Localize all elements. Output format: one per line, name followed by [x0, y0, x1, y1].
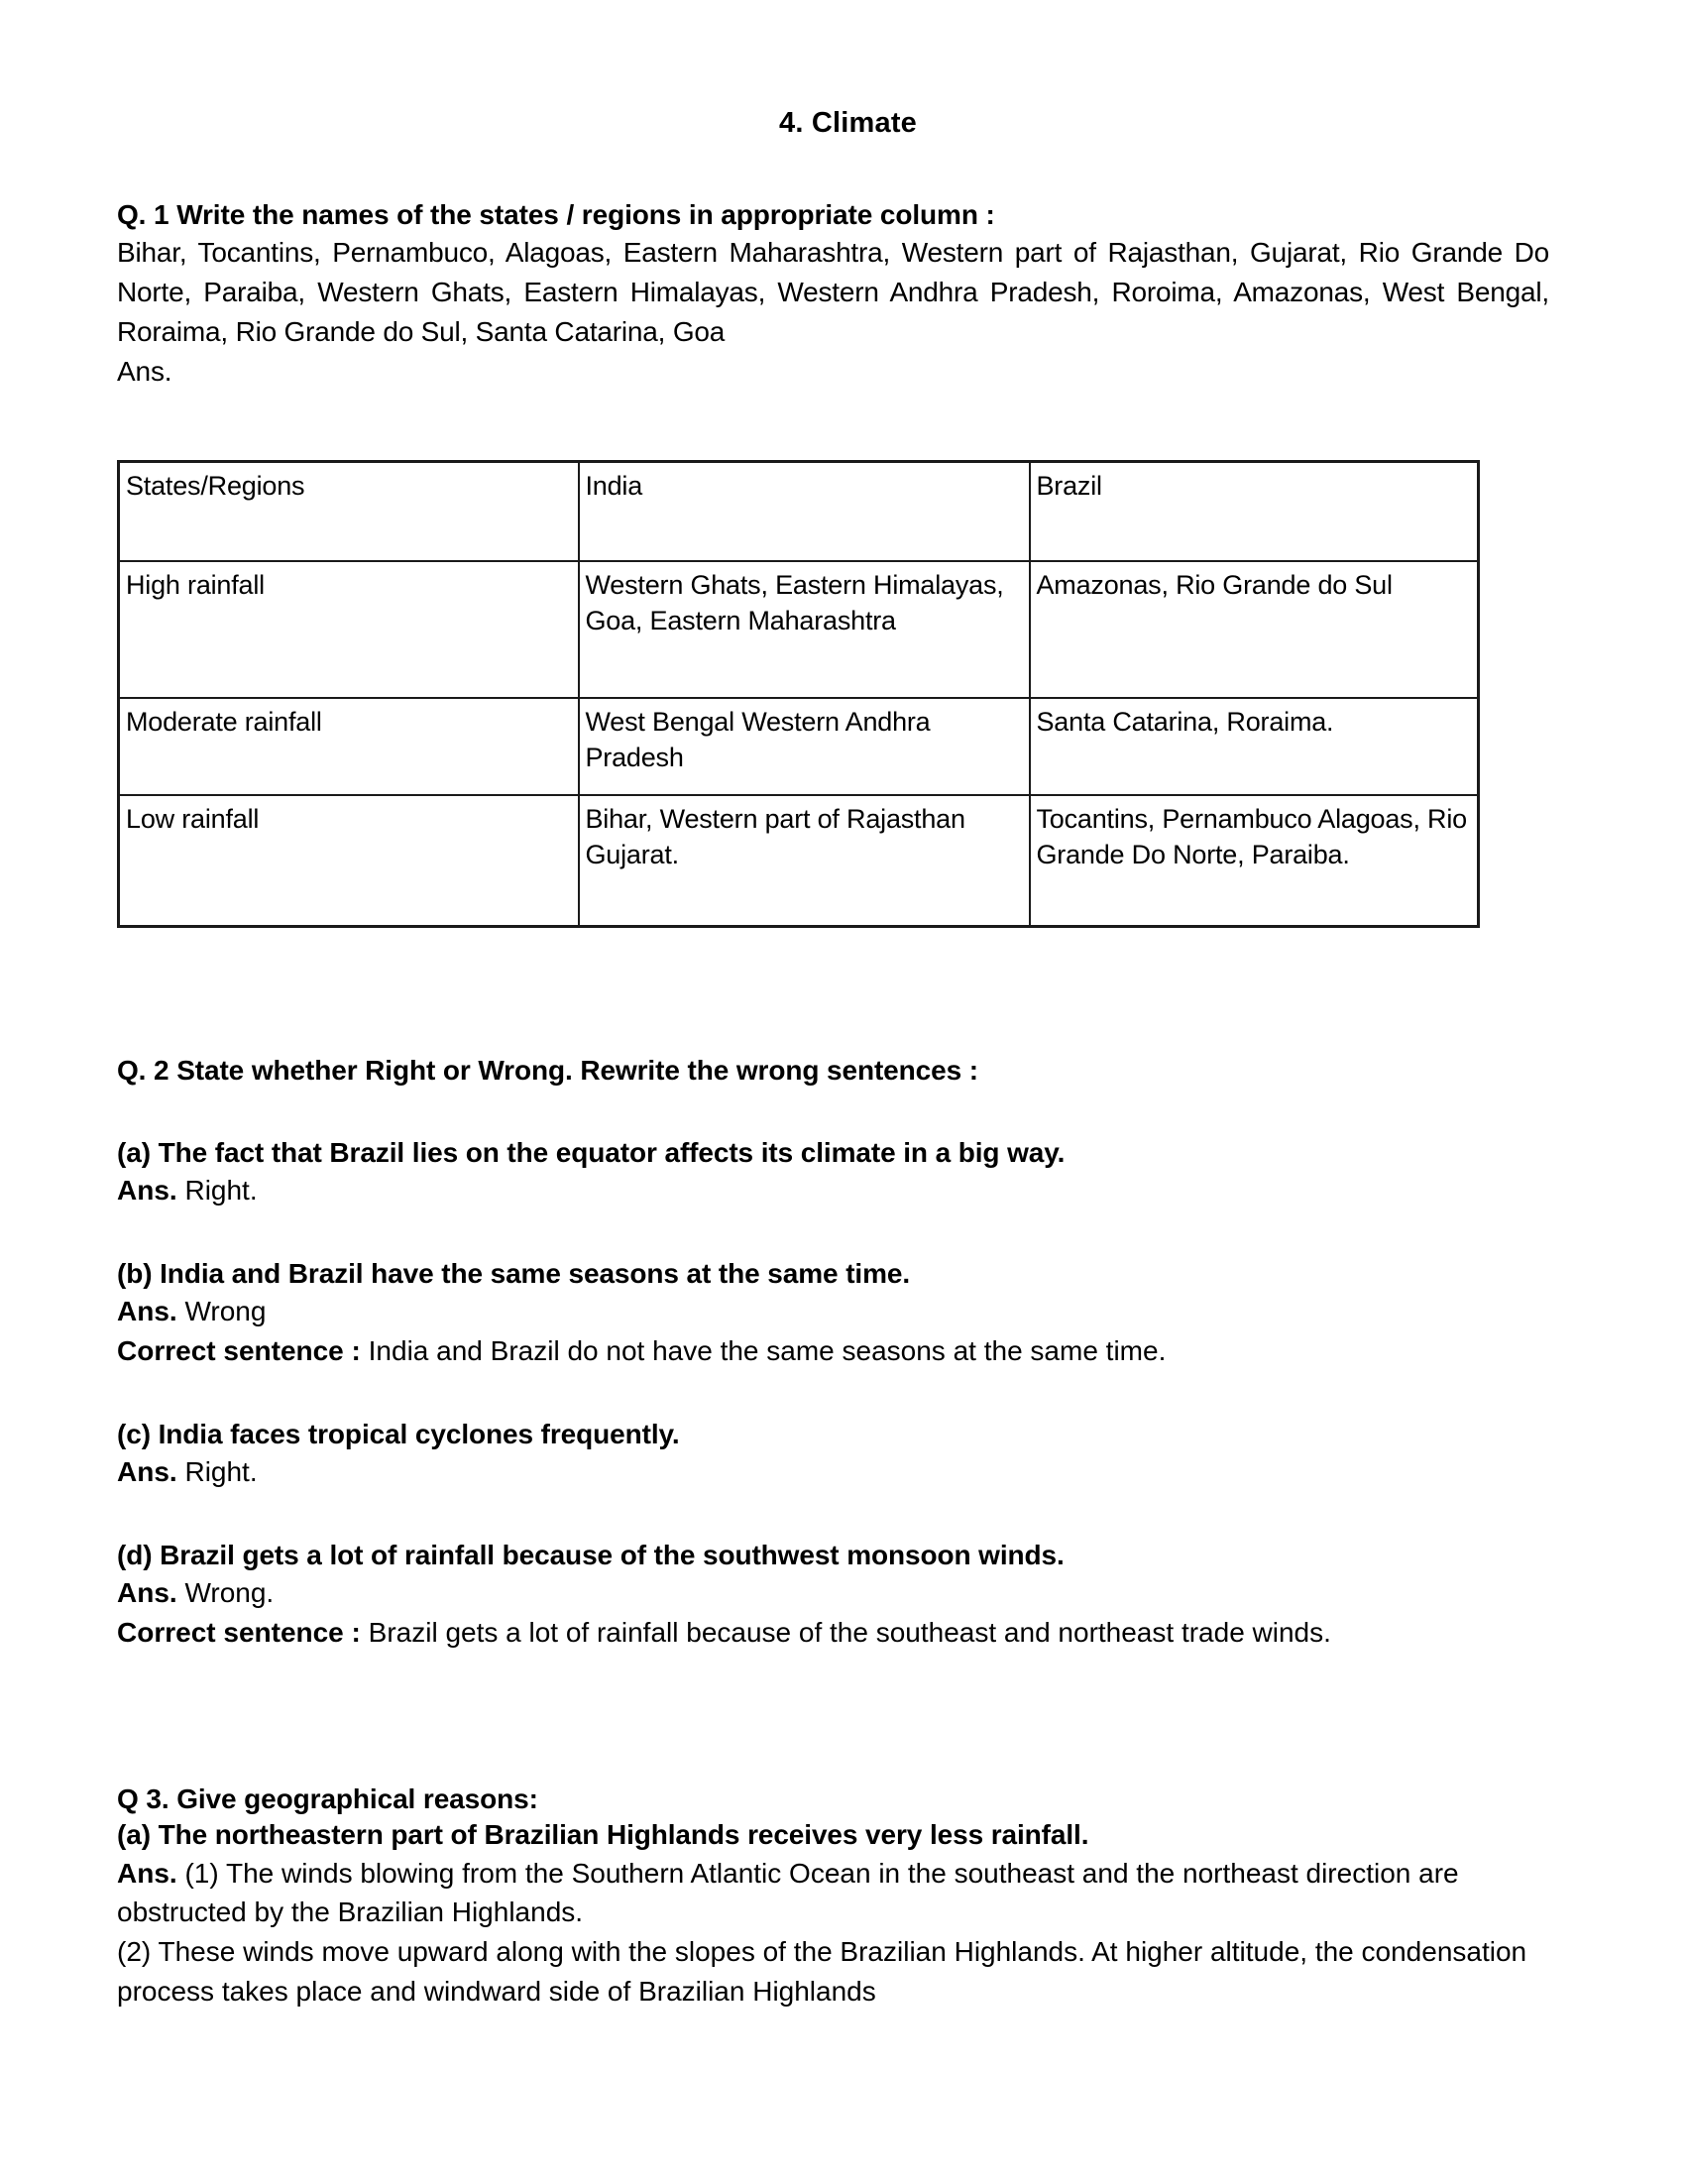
- answer-line: [117, 1573, 1571, 1613]
- statement-text: (d) Brazil gets a lot of rainfall because of the southwest monsoon winds.: [117, 1539, 1065, 1570]
- table-cell-india: Western Ghats, Eastern Himalayas, Goa, Eastern Maharashtra: [579, 561, 1030, 698]
- answer-line: [117, 1292, 1571, 1331]
- table-header-states-regions: States/Regions: [119, 462, 579, 562]
- answer-label: Ans.: [117, 1456, 177, 1488]
- page-title: 4. Climate: [779, 107, 917, 139]
- table-cell-rainfall-label: High rainfall: [119, 561, 579, 698]
- answer-line: [117, 1171, 1571, 1210]
- spacer: [117, 391, 1571, 460]
- question-3-heading: Q 3. Give geographical reasons:: [117, 1782, 538, 1814]
- question-3-sub-heading: (a) The northeastern part of Brazilian Highlands receives very less rainfall.: [117, 1819, 1089, 1851]
- statement-text: (b) India and Brazil have the same seasons at the same time.: [117, 1257, 911, 1289]
- table-header-row: [119, 462, 1479, 562]
- table-body: [119, 561, 1479, 927]
- table-cell-rainfall-label: Moderate rainfall: [119, 698, 579, 795]
- question-1-prompt-list: Bihar, Tocantins, Pernambuco, Alagoas, Eastern Maharashtra, Western part of Rajasthan, Gujarat, Rio Grande Do Norte, Paraiba, Western Ghats, Eastern Himalayas, Western Andhra Pradesh, Roroima, Amazonas, West Bengal, Roraima, Rio Grande do Sul, Santa Catarina, Goa: [117, 237, 1549, 347]
- table-cell-brazil: Tocantins, Pernambuco Alagoas, Rio Grande Do Norte, Paraiba.: [1030, 795, 1479, 927]
- table-row: [119, 698, 1479, 795]
- correction-text: Brazil gets a lot of rainfall because of the southeast and northeast trade winds.: [368, 1617, 1331, 1649]
- question-2-item-a: [117, 1135, 1571, 1210]
- question-3-point-1: [117, 1854, 1554, 1933]
- table-header-india: India: [579, 462, 1030, 562]
- correction-line: [117, 1331, 1571, 1371]
- correction-label: Correct sentence :: [117, 1335, 361, 1367]
- answer-value: Right.: [184, 1456, 258, 1488]
- point-2-text: (2) These winds move upward along with the slopes of the Brazilian Highlands. At higher altitude, the condensation process takes place and windward side of Brazilian Highlands: [117, 1936, 1527, 2007]
- point-1-text: (1) The winds blowing from the Southern Atlantic Ocean in the southeast and the northeast direction are obstructed by the Brazilian Highlands.: [117, 1857, 1459, 1928]
- table-header: [119, 462, 1479, 562]
- table-row: [119, 795, 1479, 927]
- question-3-point-2: [117, 1932, 1554, 2012]
- answer-label: Ans.: [117, 1857, 177, 1889]
- question-3-section: [117, 1782, 1571, 2012]
- spacer: [117, 1090, 1571, 1135]
- answer-line: [117, 1452, 1571, 1492]
- table-cell-brazil: Santa Catarina, Roraima.: [1030, 698, 1479, 795]
- correction-label: Correct sentence :: [117, 1617, 361, 1649]
- table-row: [119, 561, 1479, 698]
- question-2-item-d: [117, 1538, 1571, 1653]
- question-1-section: [117, 197, 1571, 391]
- question-1-heading: Q. 1 Write the names of the states / regions in appropriate column :: [117, 199, 995, 230]
- spacer: [117, 1371, 1571, 1417]
- spacer: [117, 1210, 1571, 1256]
- correction-text: India and Brazil do not have the same seasons at the same time.: [368, 1335, 1167, 1367]
- statement-text: (a) The fact that Brazil lies on the equator affects its climate in a big way.: [117, 1136, 1066, 1168]
- answer-value: Right.: [184, 1175, 258, 1207]
- answer-label: Ans.: [117, 1175, 177, 1207]
- table-cell-brazil: Amazonas, Rio Grande do Sul: [1030, 561, 1479, 698]
- table-header-brazil: Brazil: [1030, 462, 1479, 562]
- question-2-item-b: [117, 1256, 1571, 1371]
- question-1-ans-label: Ans.: [117, 355, 172, 387]
- table-cell-india: West Bengal Western Andhra Pradesh: [579, 698, 1030, 795]
- table-cell-rainfall-label: Low rainfall: [119, 795, 579, 927]
- spacer: [117, 1653, 1571, 1756]
- table-cell-india: Bihar, Western part of Rajasthan Gujarat.: [579, 795, 1030, 927]
- answer-value: Wrong.: [184, 1577, 275, 1609]
- question-2-section: [117, 1053, 1571, 1652]
- statement-text: (c) India faces tropical cyclones frequently.: [117, 1418, 680, 1449]
- spacer: [117, 928, 1571, 1053]
- correction-line: [117, 1613, 1559, 1653]
- question-2-item-c: [117, 1417, 1571, 1492]
- spacer: [117, 1756, 1571, 1782]
- answer-label: Ans.: [117, 1577, 177, 1609]
- answer-label: Ans.: [117, 1296, 177, 1327]
- question-2-heading: Q. 2 State whether Right or Wrong. Rewrite the wrong sentences :: [117, 1055, 978, 1087]
- answer-value: Wrong: [184, 1296, 267, 1327]
- rainfall-table: [117, 460, 1480, 928]
- spacer: [117, 1492, 1571, 1538]
